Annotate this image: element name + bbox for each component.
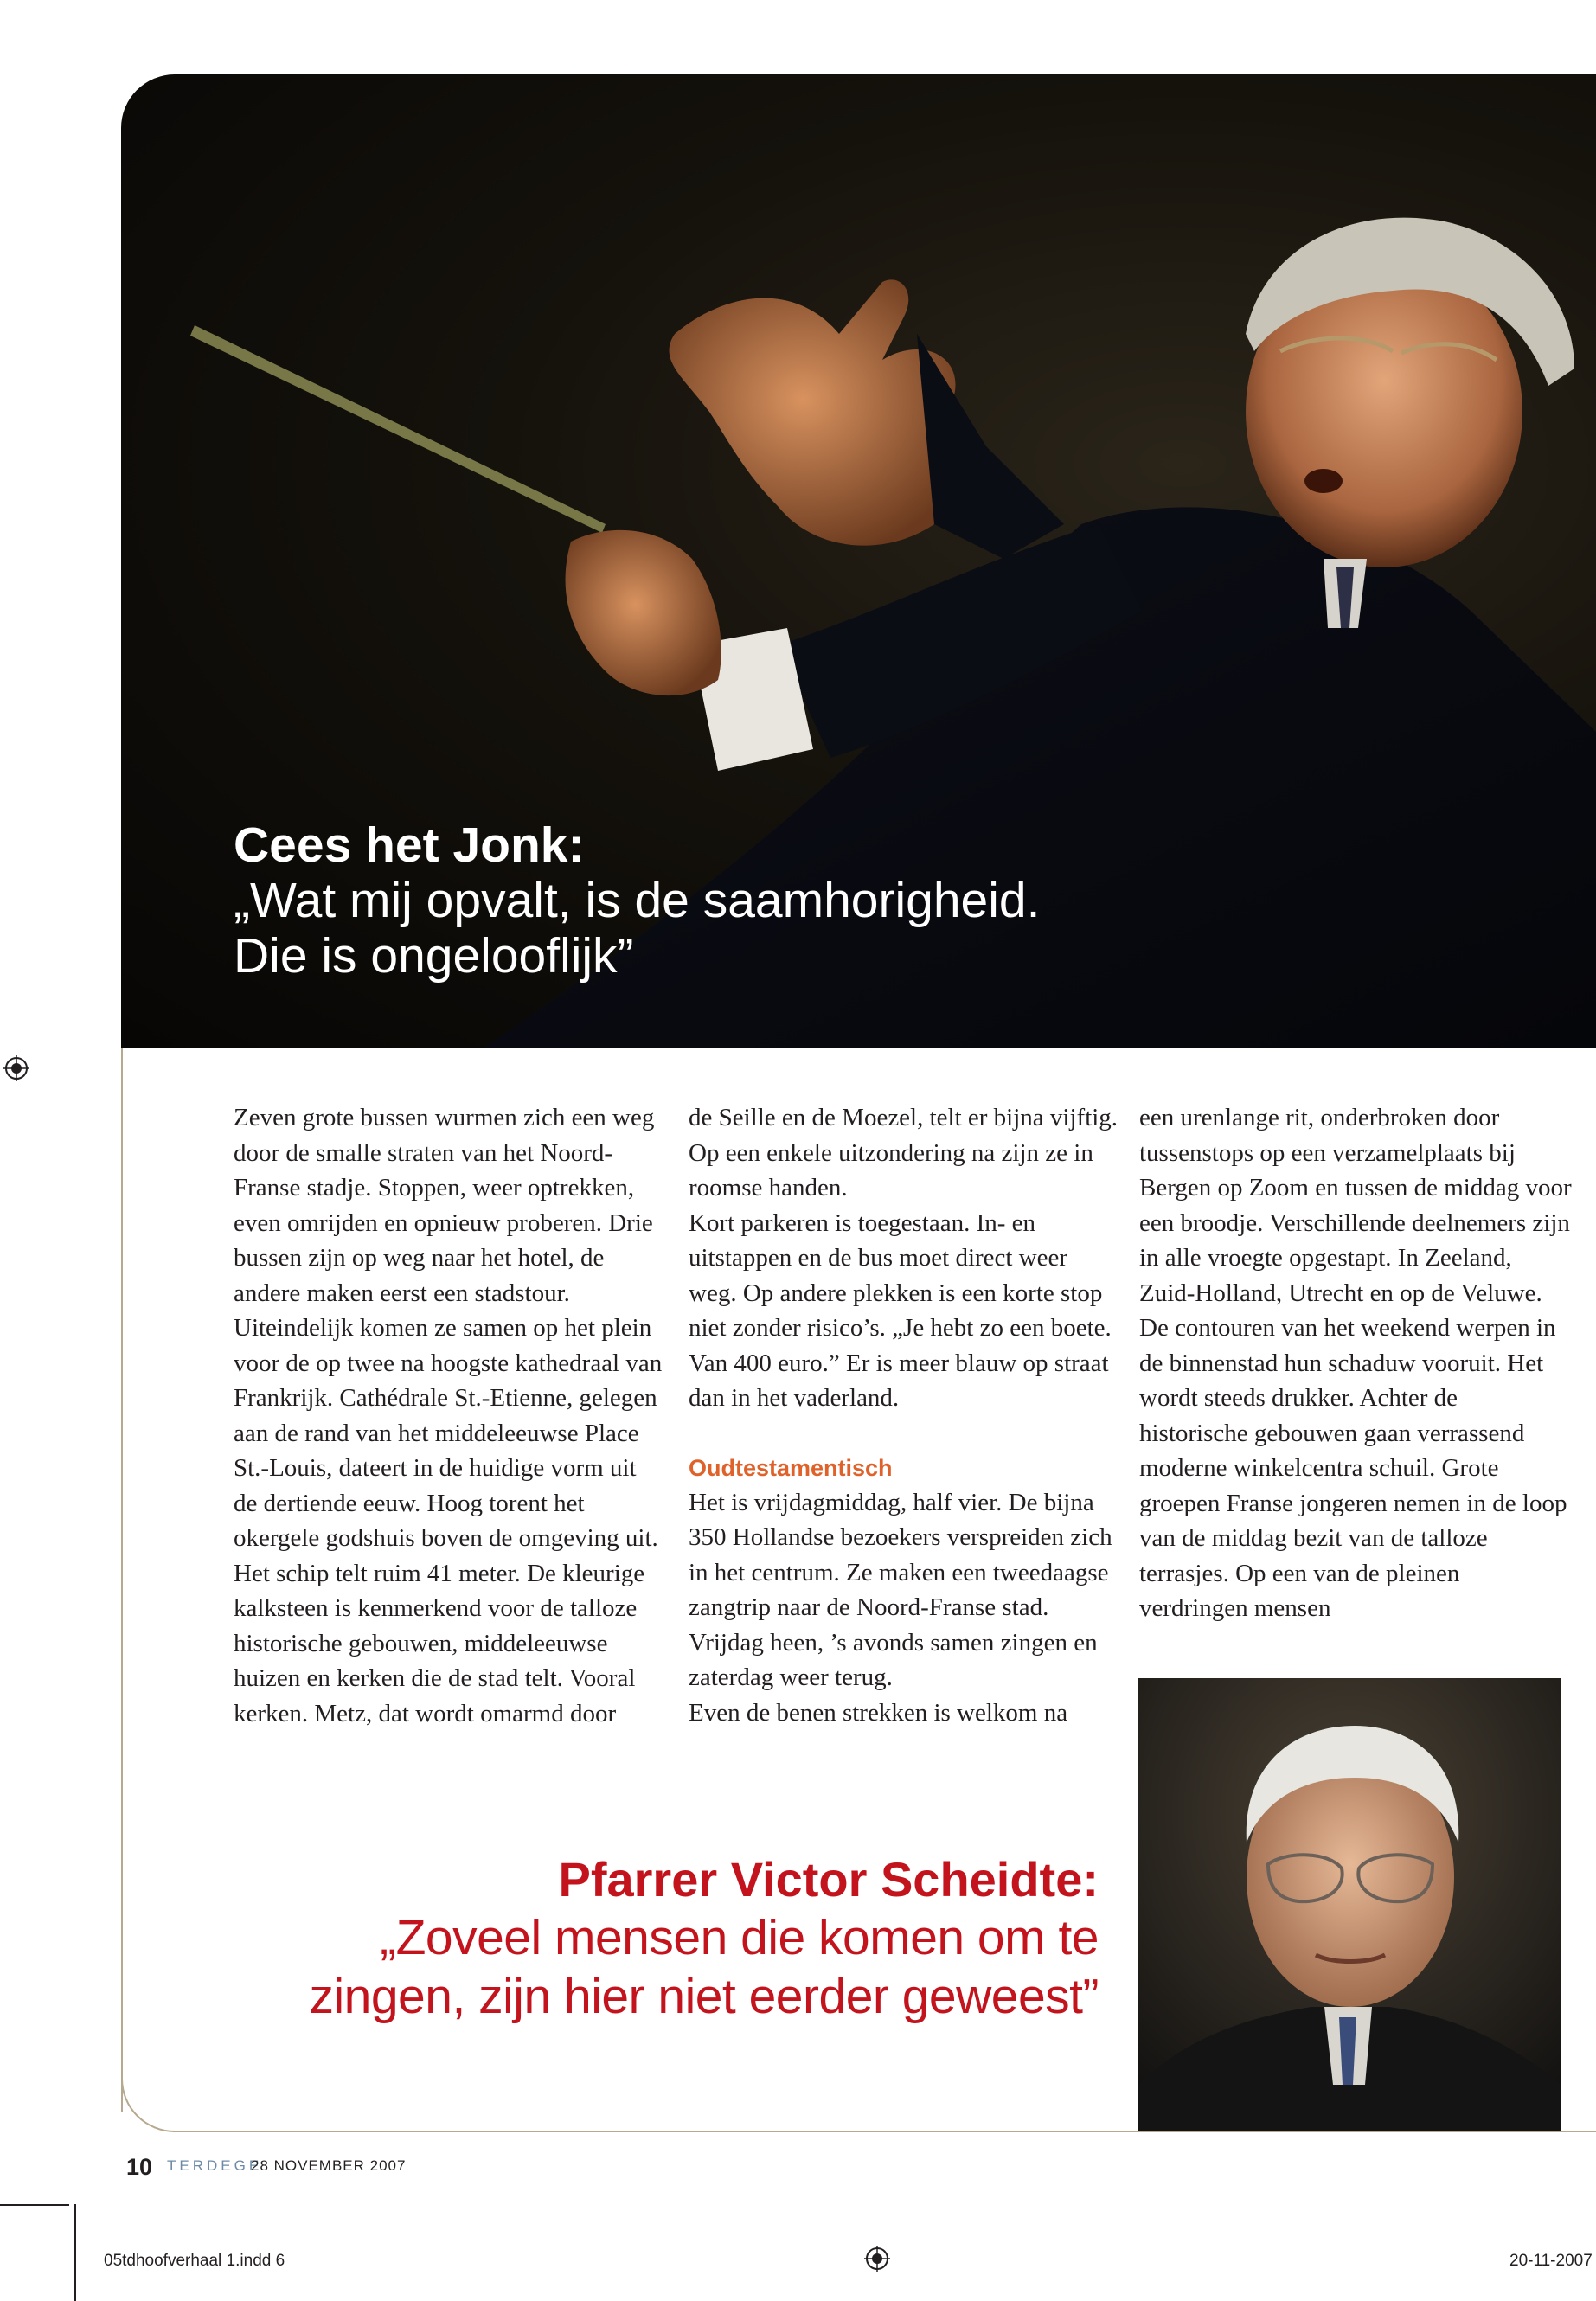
priest-portrait	[1138, 1678, 1561, 2131]
paragraph: Zeven grote bussen wurmen zich een weg door de smalle straten van het Noord-Franse stadje. Stoppen, weer optrekken, even omrijden en opnieuw proberen. Drie bussen zijn op weg naar het hotel, de andere maken eerst een stadstour. Uiteindelijk komen ze samen op het plein voor de op twee na hoogste kathedraal van Frankrijk. Cathédrale St.-Etienne, gelegen aan de rand van het middeleeuwse Place St.-Louis, dateert in de huidige vorm uit de dertiende eeuw. Hoog torent het okergele godshuis boven de omgeving uit. Het schip telt ruim 41 meter. De kleurige kalksteen is kenmerkend voor de talloze historische gebouwen, middeleeuwse huizen en kerken die de stad telt. Vooral kerken. Metz, dat wordt omarmd door	[234, 1104, 663, 1727]
pull-quote	[260, 1851, 1099, 2026]
article-column-2	[689, 1100, 1121, 1730]
slug-filename: 05tdhoofverhaal 1.indd 6	[104, 2252, 285, 2270]
crop-mark	[0, 2204, 69, 2206]
article-column-3	[1139, 1100, 1572, 1626]
pull-quote-speaker: Pfarrer Victor Scheidte:	[558, 1852, 1099, 1907]
quote-line-1: „Wat mij opvalt, is de saamhorigheid.	[234, 873, 1041, 928]
quote-speaker: Cees het Jonk:	[234, 817, 585, 873]
paragraph: een urenlange rit, onderbroken door tussenstops op een verzamelplaats bij Bergen op Zoom en tussen de middag voor een broodje. Verschillende deelnemers zijn in alle vroegte opgestapt. In Zeeland, Zuid-Holland, Utrecht en op de Veluwe.	[1139, 1104, 1572, 1307]
pull-quote-line-1: „Zoveel mensen die komen om te	[380, 1910, 1099, 1965]
pull-quote-line-2: zingen, zijn hier niet eerder geweest”	[309, 1969, 1099, 2024]
crop-mark	[74, 2204, 76, 2301]
paragraph: De contouren van het weekend werpen in de binnenstad hun schaduw vooruit. Het wordt steeds drukker. Achter de historische gebouwen gaan verrassend moderne winkelcentra schuil. Grote groepen Franse jongeren nemen in de loop van de middag bezit van de talloze terrasjes. Op een van de pleinen verdringen mensen	[1139, 1314, 1567, 1622]
subheading: Oudtestamentisch	[689, 1454, 893, 1481]
hero-quote	[234, 817, 1272, 984]
paragraph: de Seille en de Moezel, telt er bijna vijftig. Op een enkele uitzondering na zijn ze in roomse handen.	[689, 1104, 1118, 1202]
quote-line-2: Die is ongelooflijk”	[234, 928, 634, 984]
registration-mark-icon	[864, 2246, 890, 2272]
baton	[190, 325, 606, 533]
paragraph: Kort parkeren is toegestaan. In- en uitstappen en de bus moet direct weer weg. Op andere plekken is een korte stop niet zonder risico’s. „Je hebt zo een boete. Van 400 euro.” Er is meer blauw op straat dan in het vaderland.	[689, 1208, 1112, 1412]
page-number: 10	[126, 2154, 153, 2180]
portrait-photo	[1138, 1678, 1561, 2131]
right-hand	[670, 279, 967, 545]
frame-rule-bottom	[173, 2131, 1596, 2132]
left-hand	[566, 530, 721, 695]
paragraph: Even de benen strekken is welkom na	[689, 1698, 1068, 1727]
article-column-1	[234, 1100, 666, 1731]
magazine-name: TERDEGE	[167, 2157, 263, 2174]
issue-date: 28 NOVEMBER 2007	[251, 2157, 407, 2174]
slug-date: 20-11-2007	[1509, 2252, 1593, 2270]
frame-corner	[121, 2072, 190, 2132]
frame-rule-left	[121, 1048, 123, 2112]
paragraph: Het is vrijdagmiddag, half vier. De bijna 350 Hollandse bezoekers verspreiden zich in het centrum. Ze maken een tweedaagse zangtrip naar de Noord-Franse stad. Vrijdag heen, ’s avonds samen zingen en zaterdag weer terug.	[689, 1488, 1112, 1691]
registration-mark-icon	[3, 1055, 29, 1081]
